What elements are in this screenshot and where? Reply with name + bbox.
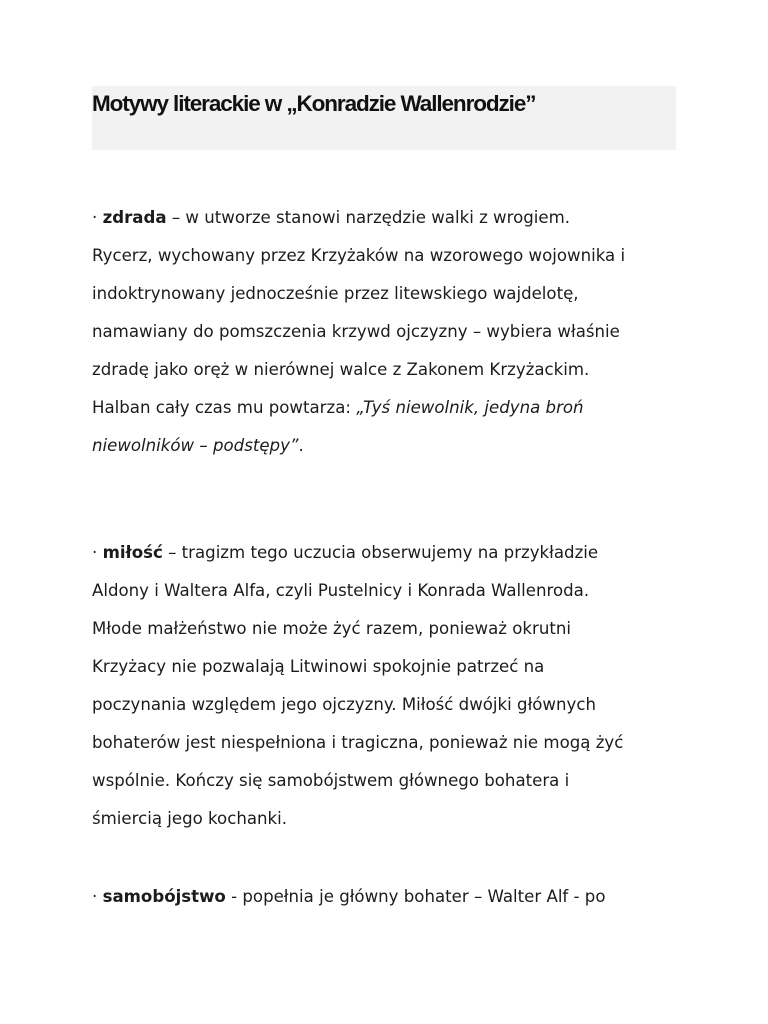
paragraph-line: Aldony i Waltera Alfa, czyli Pustelnicy i Konrada Wallenroda.: [92, 581, 590, 600]
keyword-milosc: miłość: [102, 543, 163, 562]
paragraph-line: [92, 206, 570, 230]
paragraph-line: namawiany do pomszczenia krzywd ojczyzny – wybiera właśnie: [92, 322, 620, 341]
quote-text: „Tyś niewolnik, jedyna broń: [356, 398, 584, 417]
page-title: Motywy literackie w „Konradzie Wallenrodzie”: [92, 91, 536, 116]
paragraph-line: indoktrynowany jednocześnie przez litewskiego wajdelotę,: [92, 284, 579, 303]
quote-text: niewolników – podstępy”: [92, 436, 299, 455]
paragraph-line: zdradę jako oręż w nierównej walce z Zakonem Krzyżackim.: [92, 360, 590, 379]
line-text: Halban cały czas mu powtarza:: [92, 398, 357, 417]
paragraph-line: [92, 541, 598, 565]
line-text: – w utworze stanowi narzędzie walki z wrogiem.: [166, 208, 571, 227]
paragraph-line: Krzyżacy nie pozwalają Litwinowi spokojnie patrzeć na: [92, 657, 545, 676]
line-text: - popełnia je główny bohater – Walter Alf - po: [225, 887, 606, 906]
paragraph-line: [92, 885, 606, 909]
paragraph-line: wspólnie. Kończy się samobójstwem głównego bohatera i: [92, 771, 570, 790]
bullet: ·: [92, 543, 98, 562]
paragraph-line: Młode małżeństwo nie może żyć razem, ponieważ okrutni: [92, 619, 571, 638]
bullet: ·: [92, 887, 98, 906]
paragraph-line: śmiercią jego kochanki.: [92, 809, 288, 828]
line-text: .: [298, 436, 304, 455]
paragraph-line: Rycerz, wychowany przez Krzyżaków na wzorowego wojownika i: [92, 246, 626, 265]
paragraph-line: [92, 434, 304, 458]
keyword-samobojstwo: samobójstwo: [102, 887, 226, 906]
paragraph-line: bohaterów jest niespełniona i tragiczna, ponieważ nie mogą żyć: [92, 733, 624, 752]
line-text: – tragizm tego uczucia obserwujemy na przykładzie: [162, 543, 599, 562]
bullet: ·: [92, 208, 98, 227]
paragraph-line: poczynania względem jego ojczyzny. Miłość dwójki głównych: [92, 695, 596, 714]
paragraph-line: [92, 396, 584, 420]
keyword-zdrada: zdrada: [102, 208, 167, 227]
